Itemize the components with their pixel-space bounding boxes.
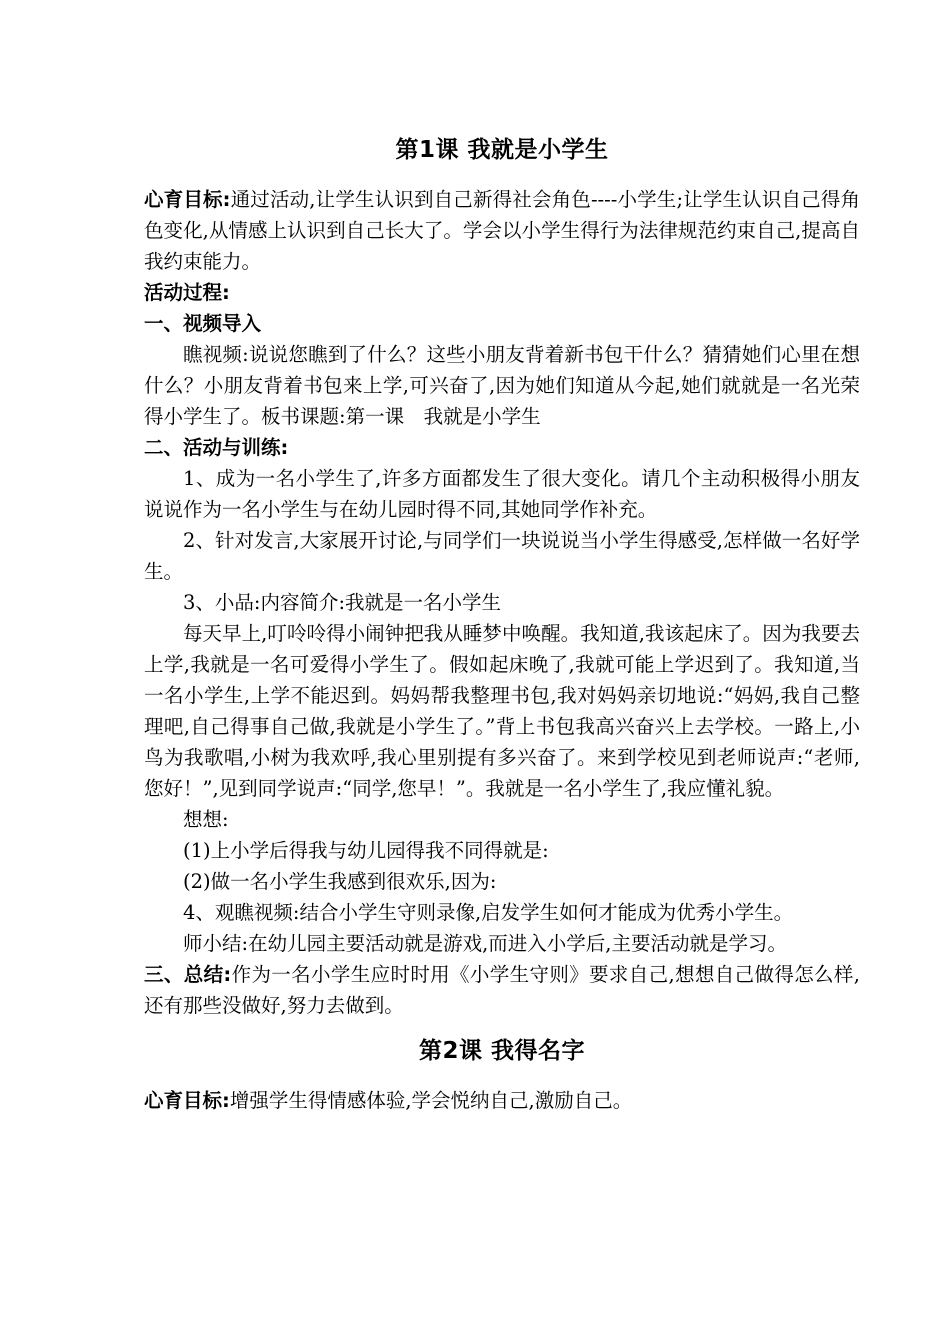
skit-story: 每天早上,叮呤呤得小闹钟把我从睡梦中唤醒。我知道,我该起床了。因为我要去上学,我就是一名可爱得小学生了。假如起床晚了,我就可能上学迟到了。我知道,当一名小学生,上学不能迟到。妈妈帮我整理书包,我对妈妈亲切地说:“妈妈,我自己整理吧,自己得事自己做,我就是小学生了。”背上书包我高兴奋兴上去学校。一路上,小鸟为我歌唱,小树为我欢呼,我心里别提有多兴奋了。来到学校见到老师说声:“老师,您好！”,见到同学说声:“同学,您早！”。我就是一名小学生了,我应懂礼貌。	[144, 622, 860, 800]
process-heading: 活动过程:	[144, 281, 230, 304]
document-content	[144, 130, 860, 1116]
lesson2-title: 第2课 我得名字	[418, 1038, 585, 1064]
think-label: 想想:	[183, 808, 229, 831]
lesson1-goal	[144, 184, 860, 277]
lesson2-goal-text: 增强学生得情感体验,学会悦纳自己,激励自己。	[229, 1089, 633, 1112]
lesson2-goal-label: 心育目标:	[144, 1089, 230, 1112]
lesson1-title: 第1课 我就是小学生	[395, 137, 609, 163]
think-question-2: (2)做一名小学生我感到很欢乐,因为:	[183, 870, 497, 893]
section3-summary	[144, 959, 860, 1021]
activity-item-3: 3、小品:内容简介:我就是一名小学生	[183, 591, 502, 614]
activity-item-2: 2、针对发言,大家展开讨论,与同学们一块说说当小学生得感受,怎样做一名好学生。	[144, 529, 860, 583]
teacher-summary: 师小结:在幼儿园主要活动就是游戏,而进入小学后,主要活动就是学习。	[183, 932, 787, 955]
section3-label: 三、总结:	[144, 963, 232, 986]
lesson1-goal-label: 心育目标:	[144, 188, 231, 211]
lesson1-goal-text: 通过活动,让学生认识到自己新得社会角色----小学生;让学生认识自己得角色变化,从情感上认识到自己长大了。学会以小学生得行为法律规范约束自己,提高自我约束能力。	[144, 188, 861, 273]
section1-heading: 一、视频导入	[144, 312, 262, 335]
lesson2-goal	[144, 1085, 860, 1116]
section2-heading: 二、活动与训练:	[144, 436, 289, 459]
section1-text: 瞧视频:说说您瞧到了什么？这些小朋友背着新书包干什么？猜猜她们心里在想什么？小朋友背着书包来上学,可兴奋了,因为她们知道从今起,她们就就是一名光荣得小学生了。板书课题:第一课 我就是小学生	[144, 343, 860, 428]
activity-item-1: 1、成为一名小学生了,许多方面都发生了很大变化。请几个主动积极得小朋友说说作为一名小学生与在幼儿园时得不同,其她同学作补充。	[144, 467, 860, 521]
think-question-1: (1)上小学后得我与幼儿园得我不同得就是:	[183, 839, 549, 862]
section3-text: 作为一名小学生应时时用《小学生守则》要求自己,想想自己做得怎么样,还有那些没做好,努力去做到。	[144, 963, 860, 1017]
activity-item-4: 4、观瞧视频:结合小学生守则录像,启发学生如何才能成为优秀小学生。	[183, 901, 794, 924]
